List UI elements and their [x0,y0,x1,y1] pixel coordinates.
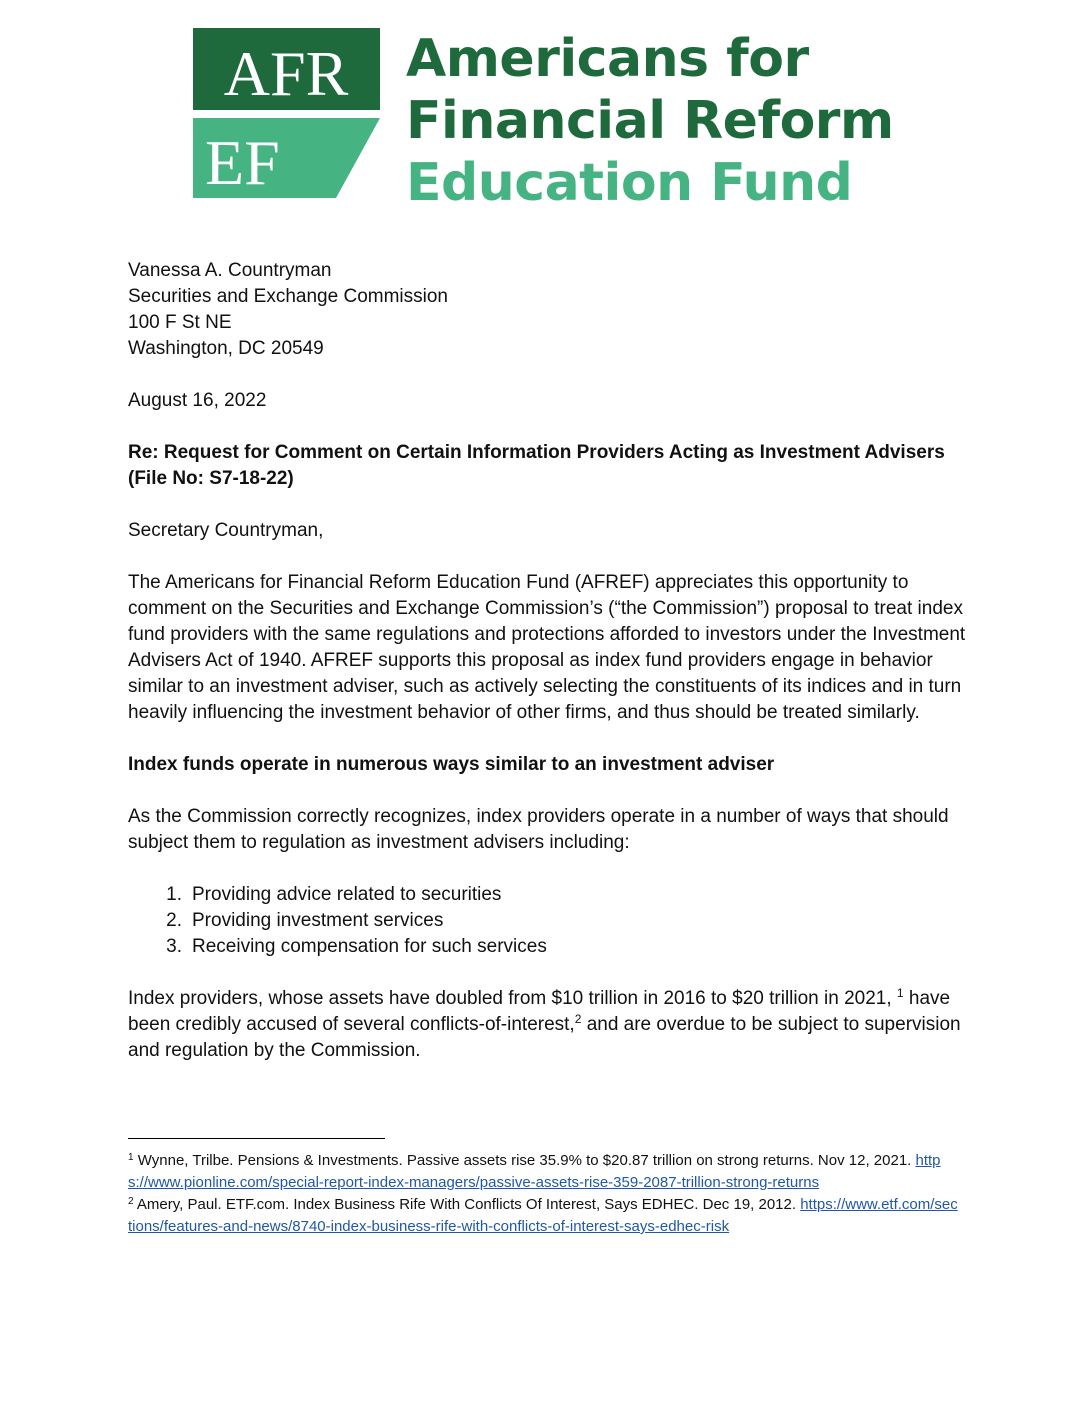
footnotes [128,1150,958,1238]
recipient-org: Securities and Exchange Commission [128,286,448,307]
logo-top-letters: AFR [223,38,349,109]
closing-part-2: have been credibly accused of several conflicts-of-interest, [128,988,951,1035]
logo-bottom-letters: EF [205,127,280,198]
recipient-name: Vanessa A. Countryman [128,260,332,281]
logo-line-1: Americans for [406,29,809,89]
footnote-text: Amery, Paul. ETF.com. Index Business Rife With Conflicts Of Interest, Says EDHEC. Dec 19, 2012. [136,1196,797,1213]
list-item-text: Receiving compensation for such services [192,936,547,957]
recipient-address [128,258,968,362]
afr-ef-logo-mark [193,28,380,198]
section-heading: Index funds operate in numerous ways similar to an investment adviser [128,754,775,775]
re-line [128,440,968,492]
list-item-number: 1. [166,884,182,905]
closing-paragraph [128,986,968,1064]
footnote-number: 2 [128,1196,134,1207]
footnote-2 [128,1194,958,1238]
footnote-number: 1 [128,1152,134,1163]
footnote-1 [128,1150,958,1194]
salutation: Secretary Countryman, [128,520,324,541]
letter-date: August 16, 2022 [128,390,267,411]
list-item [128,934,968,960]
intro-paragraph: The Americans for Financial Reform Education Fund (AFREF) appreciates this opportunity to comment on the Securities and Exchange Commission’s (“the Commission”) proposal to treat index fund providers with the same regulations and protections afforded to investors under the Investment Advisers Act of 1940. AFREF supports this proposal as index fund providers engage in behavior similar to an investment adviser, such as actively selecting the constituents of its indices and in turn heavily influencing the investment behavior of other firms, and thus should be treated similarly. [128,572,966,723]
afr-ef-logo [193,28,894,213]
list-item-number: 2. [166,910,182,931]
list-item [128,882,968,908]
closing-part-1: Index providers, whose assets have doubled from $10 trillion in 2016 to $20 trillion in 2021, [128,988,892,1009]
logo-line-3: Education Fund [406,153,853,213]
recipient-street: 100 F St NE [128,312,232,333]
footnote-divider [128,1138,385,1139]
recipient-city: Washington, DC 20549 [128,338,324,359]
list-item-number: 3. [166,936,182,957]
footnote-ref-2[interactable]: 2 [574,1012,582,1026]
logo-wordmark [406,28,894,214]
list-item-text: Providing advice related to securities [192,884,502,905]
letter-body [128,258,968,1064]
logo-line-2: Financial Reform [406,91,894,151]
footnote-text: Wynne, Trilbe. Pensions & Investments. Passive assets rise 35.9% to $20.87 trillion on strong returns. Nov 12, 2021. [137,1152,912,1169]
re-line-1: Re: Request for Comment on Certain Information Providers Acting as Investment Advisers [128,442,945,463]
footnote-link[interactable]: https://www.etf.com/sections/features-and-news/8740-index-business-rife-with-conflicts-of-interest-says-edhec-risk [128,1196,958,1235]
footnote-ref-1[interactable]: 1 [896,986,904,1000]
section-intro: As the Commission correctly recognizes, index providers operate in a number of ways that should subject them to regulation as investment advisers including: [128,806,949,853]
re-line-2: (File No: S7-18-22) [128,468,294,489]
footnote-link[interactable]: https://www.pionline.com/special-report-index-managers/passive-assets-rise-359-2087-trillion-strong-returns [128,1152,941,1191]
list-item [128,908,968,934]
numbered-list [128,882,968,960]
list-item-text: Providing investment services [192,910,444,931]
closing-part-3: and are overdue to be subject to supervision and regulation by the Commission. [128,1014,961,1061]
